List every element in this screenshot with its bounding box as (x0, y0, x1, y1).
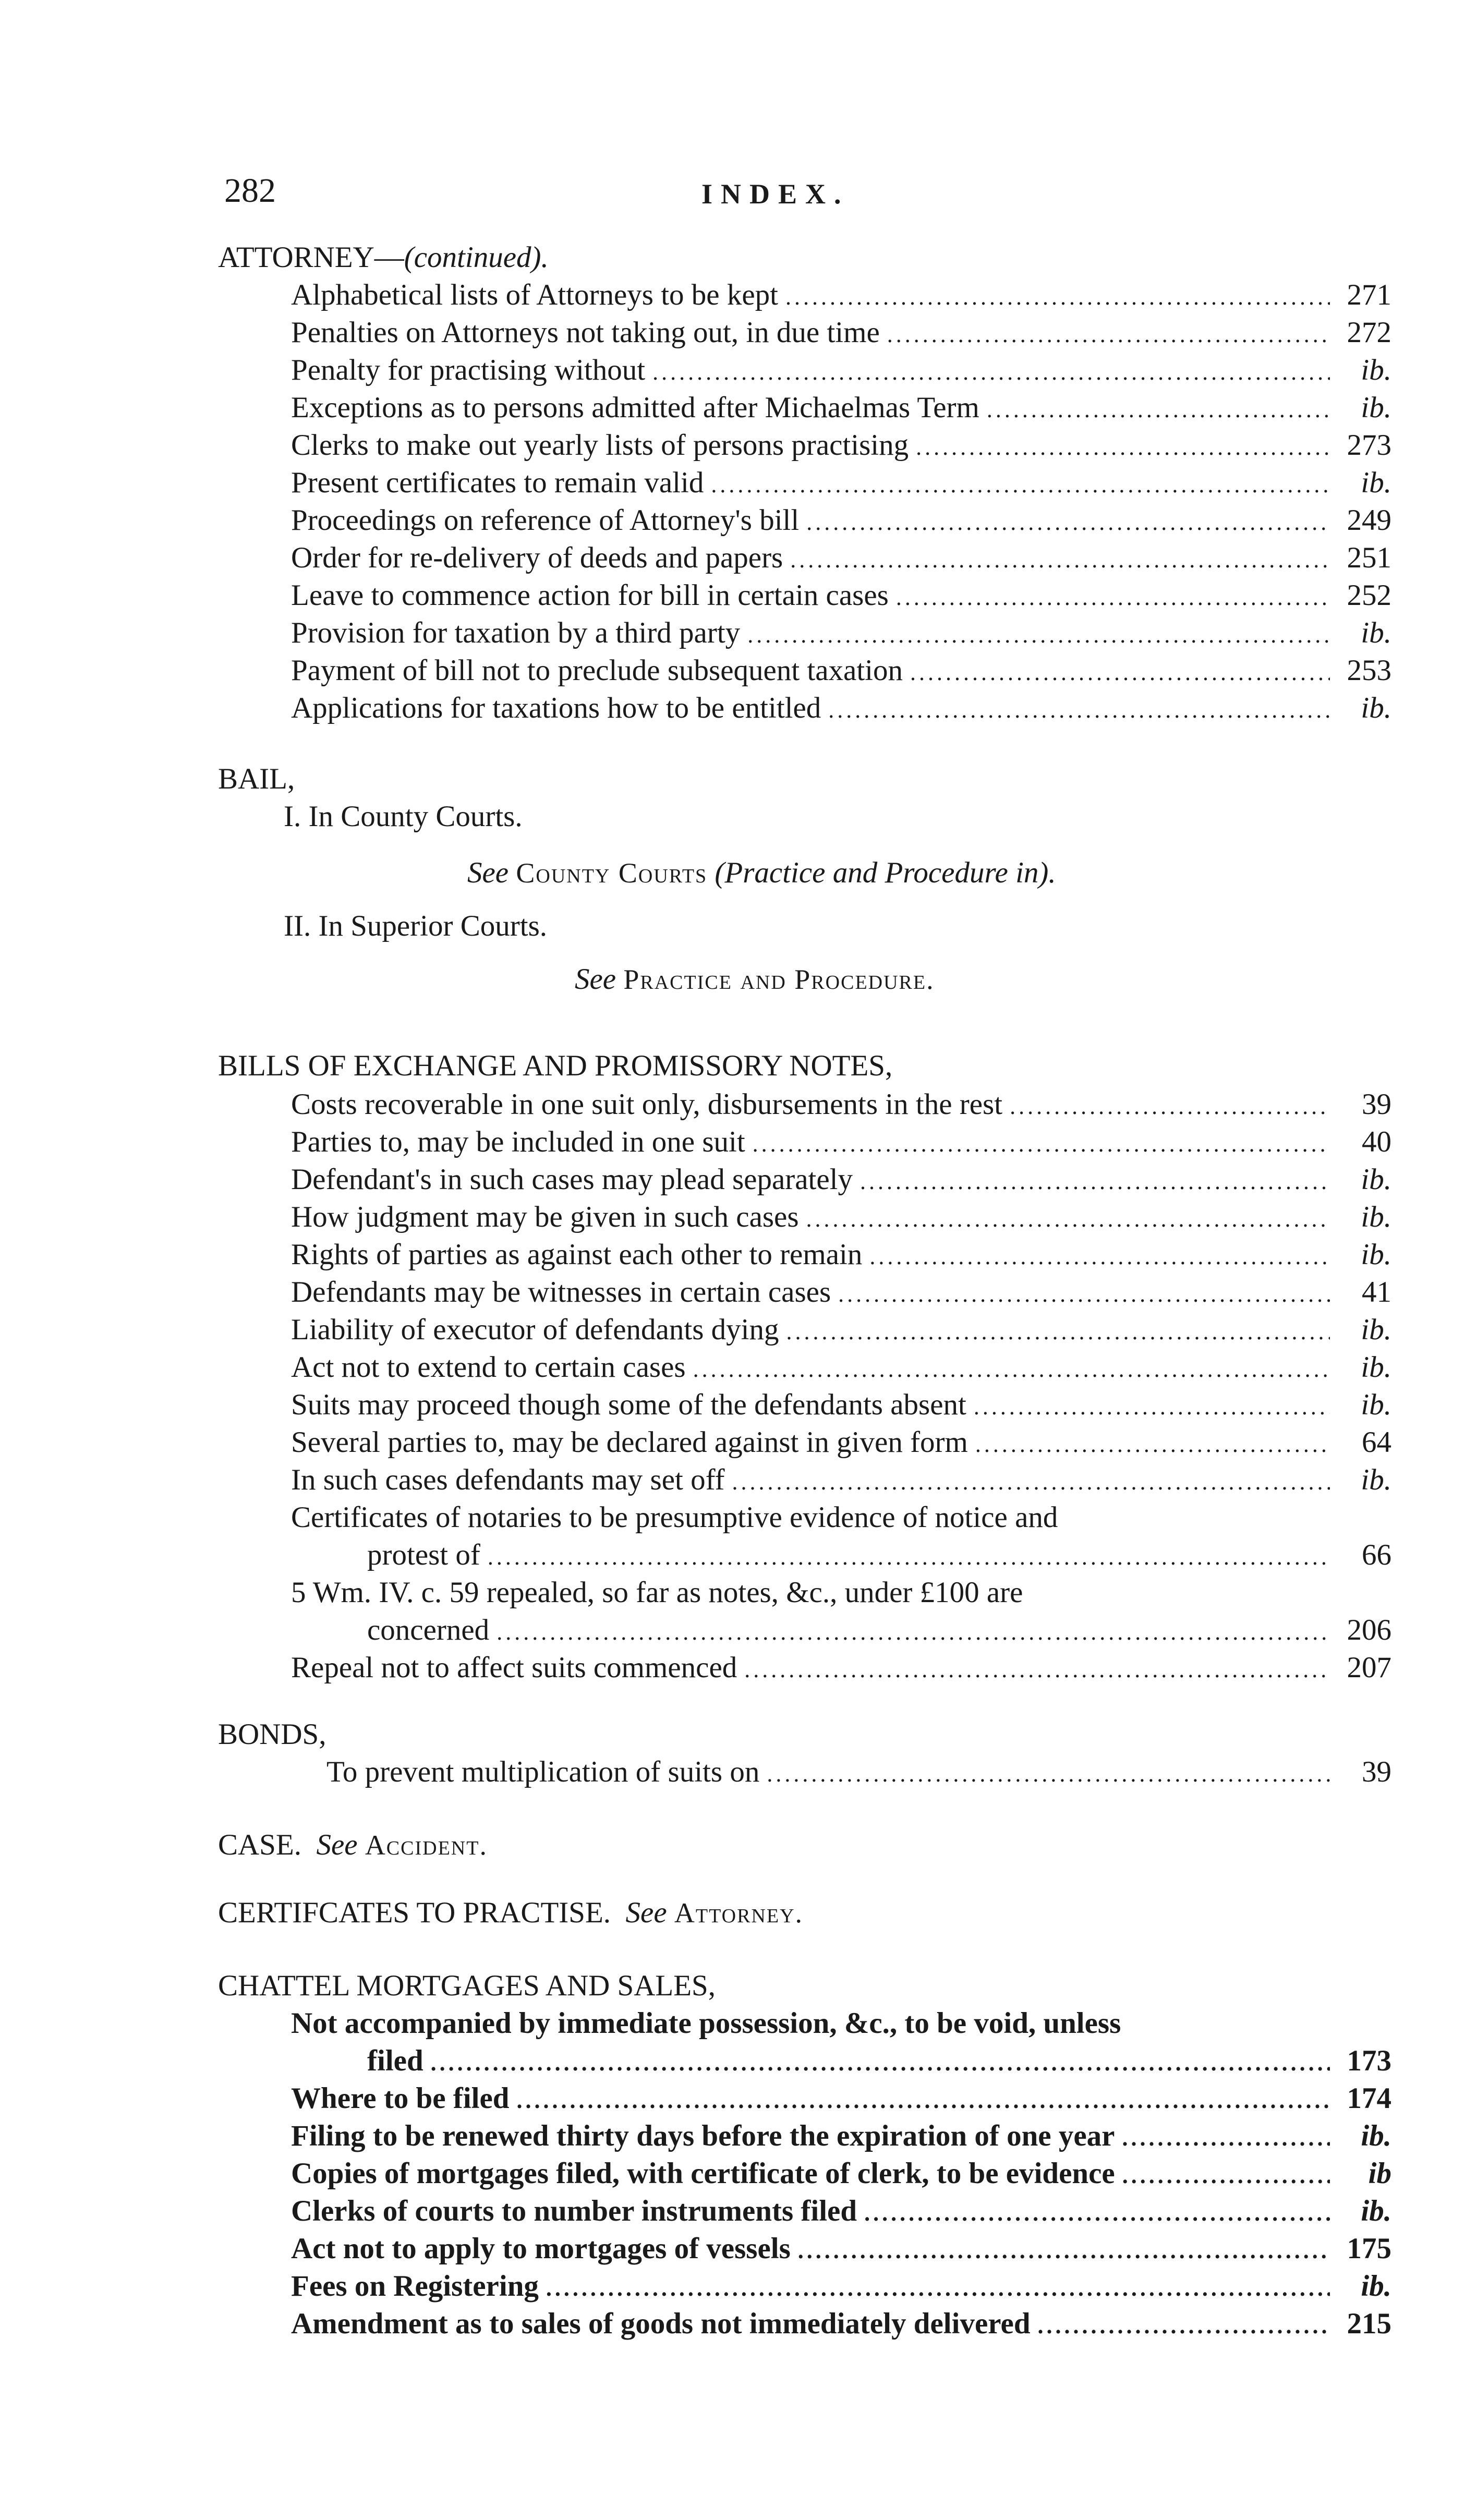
index-entry (291, 1123, 1391, 1161)
entry-text: Costs recoverable in one suit only, disbursements in the rest (291, 1088, 1003, 1121)
entry-text: concerned (367, 1614, 490, 1646)
entry-page: 273 (1347, 429, 1391, 462)
entry-page: ib. (1361, 1351, 1391, 1384)
entry-text: Several parties to, may be declared against in given form (291, 1426, 968, 1459)
leader-dots (790, 541, 1330, 579)
entry-page: ib. (1361, 1463, 1391, 1496)
leader-dots (864, 2195, 1330, 2232)
index-entry (291, 2305, 1391, 2343)
running-title: INDEX. (701, 178, 850, 210)
heading-text: ATTORNEY— (218, 241, 404, 274)
leader-dots (767, 1755, 1330, 1793)
entry-page: 252 (1347, 579, 1391, 612)
entry-page: 271 (1347, 278, 1391, 311)
entry-text: Clerks of courts to number instruments filed (291, 2195, 857, 2227)
entry-text: Proceedings on reference of Attorney's bill (291, 504, 800, 537)
see-word: See (575, 963, 616, 996)
index-entry (291, 1274, 1391, 1311)
entry-page: ib. (1361, 692, 1391, 724)
index-entry (291, 1236, 1391, 1274)
index-entry (291, 464, 1391, 502)
entry-page: 174 (1347, 2082, 1391, 2115)
entry-text: Where to be filed (291, 2082, 510, 2115)
entry-text: Exceptions as to persons admitted after Michaelmas Term (291, 391, 979, 424)
index-entry (291, 2117, 1391, 2155)
leader-dots (516, 2082, 1330, 2119)
index-entry (367, 1536, 1391, 1574)
entry-page: ib. (1361, 2119, 1391, 2152)
entry-text: Fees on Registering (291, 2270, 539, 2303)
heading-continued: (continued). (404, 241, 549, 274)
bail-subheading-county: I. In County Courts. (284, 800, 523, 833)
entry-text: Amendment as to sales of goods not immediately delivered (291, 2307, 1031, 2340)
entry-page: 249 (1347, 504, 1391, 537)
entry-text: Act not to apply to mortgages of vessels (291, 2232, 791, 2265)
index-entry (367, 2042, 1391, 2080)
index-entry (291, 2192, 1391, 2230)
leader-dots (711, 466, 1330, 504)
entry-page: ib. (1361, 1313, 1391, 1346)
entry-page: 272 (1347, 316, 1391, 349)
entry-page: 207 (1347, 1651, 1391, 1684)
cross-reference: Attorney. (674, 1897, 804, 1929)
index-entry (291, 502, 1391, 539)
entry-text: How judgment may be given in such cases (291, 1201, 799, 1233)
cross-reference-qualifier: (Practice and Procedure in). (715, 856, 1056, 889)
entry-page: 66 (1362, 1538, 1391, 1571)
entry-text: Liability of executor of defendants dying (291, 1313, 779, 1346)
entry-text: Certificates of notaries to be presumptive evidence of notice and (291, 1501, 1058, 1534)
entry-text: Present certificates to remain valid (291, 466, 704, 499)
index-entry (291, 1649, 1391, 1687)
heading-text: CASE. (218, 1828, 301, 1861)
entry-page: ib (1368, 2157, 1391, 2190)
entry-text: Alphabetical lists of Attorneys to be kept (291, 278, 778, 311)
entry-wrapped-line (291, 1499, 1391, 1536)
entry-page: ib. (1361, 1238, 1391, 1271)
leader-dots (806, 504, 1330, 541)
entry-text: Defendant's in such cases may plead separately (291, 1163, 853, 1196)
leader-dots (869, 1238, 1330, 1276)
entry-page: 253 (1347, 654, 1391, 687)
leader-dots (828, 692, 1330, 729)
entry-page: ib. (1361, 391, 1391, 424)
entry-page: ib. (1361, 2195, 1391, 2227)
index-entry (291, 1198, 1391, 1236)
cross-reference: Practice and Procedure. (623, 964, 935, 995)
leader-dots (785, 278, 1330, 316)
entry-text: Filing to be renewed thirty days before the expiration of one year (291, 2119, 1115, 2152)
leader-dots (838, 1276, 1330, 1313)
leader-dots (732, 1463, 1330, 1501)
entry-text: Act not to extend to certain cases (291, 1351, 686, 1384)
bail-subheading-superior: II. In Superior Courts. (284, 910, 548, 942)
entry-text: Payment of bill not to preclude subsequent taxation (291, 654, 903, 687)
section-heading-certificates (218, 1894, 803, 1932)
leader-dots (546, 2270, 1330, 2307)
index-entry (291, 1349, 1391, 1386)
section-heading-bonds: BONDS, (218, 1718, 326, 1751)
see-word: See (625, 1896, 667, 1929)
index-entry (291, 276, 1391, 314)
section-heading-bills: BILLS OF EXCHANGE AND PROMISSORY NOTES, (218, 1049, 893, 1082)
index-entry (291, 314, 1391, 352)
entry-text: 5 Wm. IV. c. 59 repealed, so far as notes, &c., under £100 are (291, 1576, 1023, 1609)
index-entry (291, 1424, 1391, 1461)
index-entry (291, 577, 1391, 614)
entry-page: ib. (1361, 2270, 1391, 2303)
index-entry (291, 2268, 1391, 2305)
entry-text: Provision for taxation by a third party (291, 616, 741, 649)
entry-page: 251 (1347, 541, 1391, 574)
entry-page: 215 (1347, 2307, 1391, 2340)
entry-text: protest of (367, 1538, 480, 1571)
entry-text: Rights of parties as against each other to remain (291, 1238, 863, 1271)
entry-text: Leave to commence action for bill in certain cases (291, 579, 889, 612)
entry-page: ib. (1361, 466, 1391, 499)
entry-text: Suits may proceed though some of the defendants absent (291, 1388, 966, 1421)
leader-dots (747, 616, 1330, 654)
leader-dots (896, 579, 1330, 616)
entry-page: 40 (1362, 1125, 1391, 1158)
leader-dots (860, 1163, 1330, 1201)
entry-page: ib. (1361, 354, 1391, 386)
index-entry (291, 1386, 1391, 1424)
entry-text: Repeal not to affect suits commenced (291, 1651, 737, 1684)
entry-page: ib. (1361, 1163, 1391, 1196)
leader-dots (806, 1201, 1330, 1238)
leader-dots (431, 2044, 1330, 2082)
section-heading-bail: BAIL, (218, 762, 295, 795)
index-entry (291, 2155, 1391, 2192)
leader-dots (786, 1313, 1330, 1351)
leader-dots (693, 1351, 1330, 1388)
leader-dots (1122, 2157, 1330, 2195)
leader-dots (916, 429, 1330, 466)
entry-text: In such cases defendants may set off (291, 1463, 725, 1496)
page-number: 282 (224, 172, 276, 210)
entry-wrapped-line (291, 2005, 1391, 2042)
entry-page: 64 (1362, 1426, 1391, 1459)
leader-dots (753, 1125, 1330, 1163)
see-word: See (316, 1828, 358, 1861)
section-heading-chattel: CHATTEL MORTGAGES AND SALES, (218, 1969, 716, 2002)
bail-see-reference (467, 854, 1056, 892)
entry-text: To prevent multiplication of suits on (326, 1755, 760, 1788)
entry-text: Clerks to make out yearly lists of persons practising (291, 429, 909, 462)
entry-text: Not accompanied by immediate possession, &c., to be void, unless (291, 2007, 1121, 2040)
entry-page: 175 (1347, 2232, 1391, 2265)
entry-page: ib. (1361, 1201, 1391, 1233)
cross-reference: Accident. (365, 1830, 488, 1861)
entry-text: Order for re-delivery of deeds and papers (291, 541, 783, 574)
leader-dots (1122, 2119, 1330, 2157)
leader-dots (1038, 2307, 1330, 2345)
entry-page: ib. (1361, 616, 1391, 649)
leader-dots (975, 1426, 1330, 1463)
bail-see-reference (575, 961, 935, 998)
entry-text: Penalty for practising without (291, 354, 646, 386)
entry-page: 41 (1362, 1276, 1391, 1309)
leader-dots (1010, 1088, 1330, 1125)
entry-text: filed (367, 2044, 423, 2077)
index-entry (291, 689, 1391, 727)
index-entry (291, 1461, 1391, 1499)
index-entry (291, 652, 1391, 689)
leader-dots (652, 354, 1330, 391)
entry-text: Parties to, may be included in one suit (291, 1125, 745, 1158)
entry-text: Copies of mortgages filed, with certificate of clerk, to be evidence (291, 2157, 1115, 2190)
index-entry (291, 614, 1391, 652)
cross-reference: County Courts (516, 857, 708, 889)
index-entry (291, 1086, 1391, 1123)
heading-text: CERTIFCATES TO PRACTISE. (218, 1896, 611, 1929)
entry-text: Penalties on Attorneys not taking out, in due time (291, 316, 880, 349)
section-heading-case (218, 1826, 488, 1864)
section-heading-attorney (218, 239, 549, 276)
leader-dots (744, 1651, 1330, 1689)
entry-page: 39 (1362, 1088, 1391, 1121)
leader-dots (910, 654, 1330, 692)
index-entry (367, 1612, 1391, 1649)
leader-dots (974, 1388, 1330, 1426)
entry-wrapped-line (291, 1574, 1391, 1612)
leader-dots (987, 391, 1330, 429)
leader-dots (798, 2232, 1330, 2270)
index-entry (291, 539, 1391, 577)
index-entry (291, 427, 1391, 464)
entry-text: Defendants may be witnesses in certain cases (291, 1276, 831, 1309)
index-entry (291, 1161, 1391, 1198)
entry-page: ib. (1361, 1388, 1391, 1421)
leader-dots (887, 316, 1330, 354)
entry-page: 173 (1347, 2044, 1391, 2077)
index-entry (291, 352, 1391, 389)
entry-page: 206 (1347, 1614, 1391, 1646)
index-entry (291, 2080, 1391, 2117)
leader-dots (497, 1614, 1330, 1651)
index-entry (291, 389, 1391, 427)
index-entry (291, 2230, 1391, 2268)
entry-page: 39 (1362, 1755, 1391, 1788)
entry-text: Applications for taxations how to be entitled (291, 692, 821, 724)
leader-dots (488, 1538, 1330, 1576)
index-entry (291, 1311, 1391, 1349)
see-word: See (467, 856, 509, 889)
index-entry (326, 1753, 1391, 1791)
